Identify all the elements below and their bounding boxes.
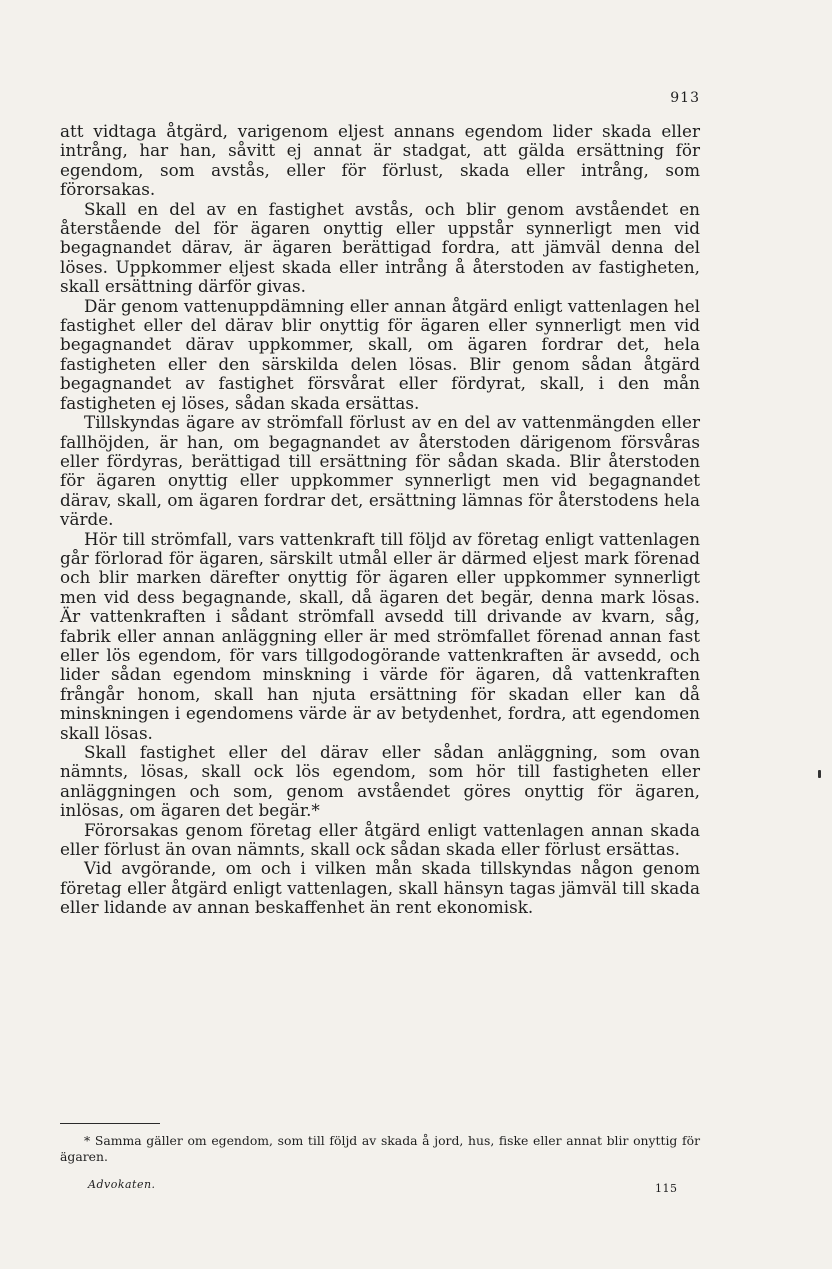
paragraph-6: Skall fastighet eller del därav eller sådan anläggning, som ovan nämnts, lösas, skall ock lös egendom, som hör till fastigheten eller anläggningen och som, genom avståendet göres onyttig för ägaren, inlösas, om ägaren det begär.*: [60, 742, 700, 821]
margin-mark: [818, 770, 821, 778]
page-number: 913: [670, 90, 700, 106]
paragraph-3: Där genom vattenuppdämning eller annan åtgärd enligt vattenlagen hel fastighet eller del därav blir onyttig för ägaren eller synnerligt men vid begagnandet därav uppkommer, skall, om ägaren fordrar det, hela fastigheten eller den särskilda delen lösas. Blir genom sådan åtgärd begagnandet av fastighet försvårat eller fördyrat, skall, i den mån fastigheten ej löses, sådan skada ersättas.: [60, 295, 700, 413]
body-text: [60, 122, 700, 918]
paragraph-2: Skall en del av en fastighet avstås, och blir genom avståendet en återstående del för ägaren onyttig eller uppstår synnerligt men vid begagnandet därav, är ägaren berättigad fordra, att jämväl denna del löses. Uppkommer eljest skada eller intrång å återstoden av fastigheten, skall ersättning därför givas.: [60, 198, 700, 297]
paragraph-8: Vid avgörande, om och i vilken mån skada tillskyndas någon genom företag eller åtgärd enligt vattenlagen, skall hänsyn tagas jämväl till skada eller lidande av annan beskaffenhet än rent ekonomisk.: [60, 858, 700, 918]
footnote-divider: [60, 1123, 160, 1124]
signature-number: 115: [655, 1182, 678, 1195]
paragraph-1: att vidtaga åtgärd, varigenom eljest annans egendom lider skada eller intrång, har han, såvitt ej annat är stadgat, att gälda ersättning för egendom, som avstås, eller för förlust, skada eller intrång, som förorsakas.: [60, 121, 700, 200]
signature-label: Advokaten.: [88, 1178, 156, 1191]
paragraph-5: Hör till strömfall, vars vattenkraft till följd av företag enligt vattenlagen går förlorad för ägaren, särskilt utmål eller är därmed eljest mark förenad och blir marken därefter onyttig för ägaren eller uppkommer synnerligt men vid dess begagnande, skall, då ägaren det begär, denna mark lösas. Är vattenkraften i sådant strömfall avsedd till drivande av kvarn, såg, fabrik eller annan anläggning eller är med strömfallet förenad annan fast eller lös egendom, för vars tillgodogörande vattenkraften är avsedd, och lider sådan egendom minskning i värde för ägaren, då vattenkraften frångår honom, skall han njuta ersättning för skadan eller kan då minskningen i egendomens värde är av betydenhet, fordra, att egendomen skall lösas.: [60, 528, 700, 743]
paragraph-4: Tillskyndas ägare av strömfall förlust av en del av vattenmängden eller fallhöjden, är han, om begagnandet av återstoden därigenom försvåras eller fördyras, berättigad till ersättning för sådan skada. Blir återstoden för ägaren onyttig eller uppkommer synnerligt men vid begagnandet därav, skall, om ägaren fordrar det, ersättning lämnas för återstodens hela värde.: [60, 412, 700, 530]
footnote: * Samma gäller om egendom, som till följd av skada å jord, hus, fiske eller annat blir onyttig för ägaren.: [60, 1133, 700, 1164]
paragraph-7: Förorsakas genom företag eller åtgärd enligt vattenlagen annan skada eller förlust än ovan nämnts, skall ock sådan skada eller förlust ersättas.: [60, 819, 700, 860]
